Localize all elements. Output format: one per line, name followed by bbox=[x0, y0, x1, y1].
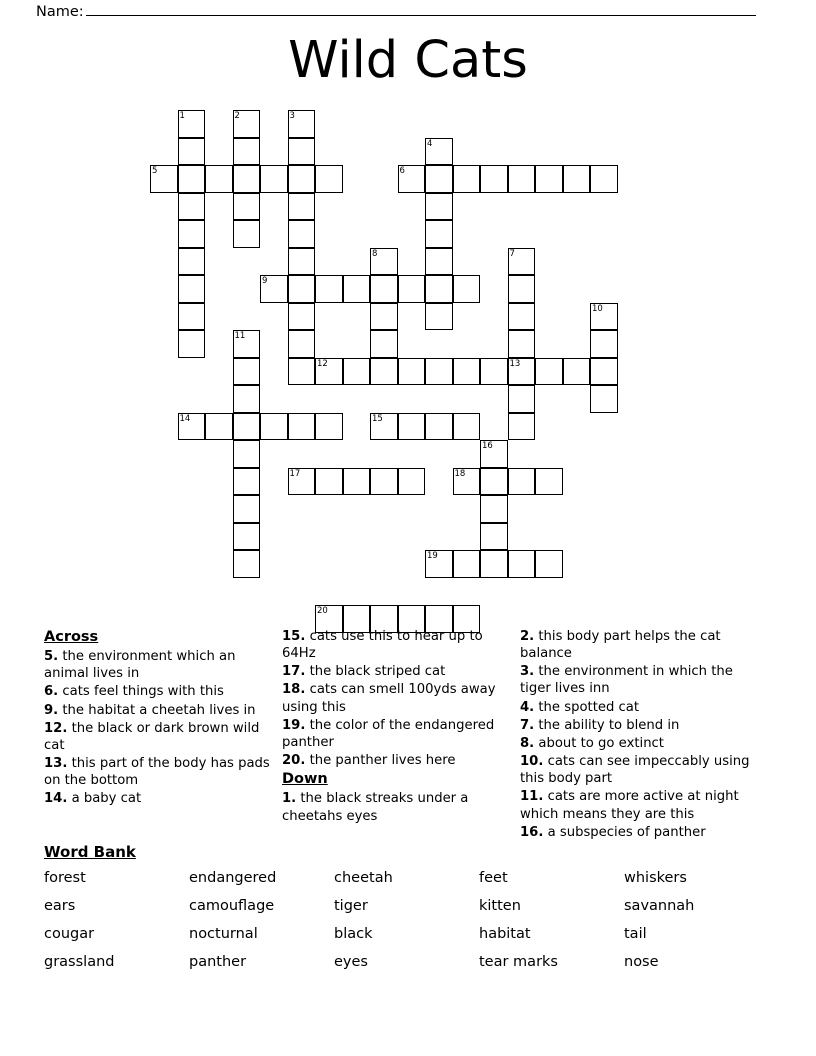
clue-number-19: 19 bbox=[427, 551, 438, 561]
clue-number-7: 7 bbox=[509, 248, 515, 259]
word-bank-item: kitten bbox=[479, 898, 521, 915]
crossword-cell[interactable] bbox=[425, 358, 453, 386]
crossword-cell[interactable] bbox=[288, 468, 316, 496]
clue-number-label: 18. bbox=[282, 682, 306, 698]
crossword-cell[interactable] bbox=[453, 358, 481, 386]
clue-number-10: 10 bbox=[592, 303, 603, 314]
down-clue-10: 10. cats can see impeccably using this body part bbox=[520, 754, 750, 787]
crossword-cell[interactable] bbox=[508, 275, 536, 303]
crossword-cell[interactable] bbox=[453, 413, 481, 441]
word-bank-item: forest bbox=[44, 870, 86, 886]
crossword-cell[interactable] bbox=[178, 165, 206, 193]
crossword-cell[interactable] bbox=[508, 303, 536, 331]
crossword-cell[interactable] bbox=[178, 193, 206, 221]
clue-number-label: 2. bbox=[520, 629, 535, 644]
clue-number-17: 17 bbox=[289, 468, 301, 479]
clue-number-5: 5 bbox=[152, 166, 158, 176]
crossword-cell[interactable] bbox=[260, 165, 288, 193]
crossword-cell[interactable] bbox=[150, 165, 178, 193]
crossword-cell[interactable] bbox=[178, 275, 206, 303]
clue-number-label: 13. bbox=[44, 756, 68, 772]
down-clue-7: 7. the ability to blend in bbox=[520, 717, 680, 733]
crossword-cell[interactable] bbox=[508, 330, 536, 358]
clue-number-label: 17. bbox=[282, 664, 306, 680]
crossword-cell[interactable] bbox=[288, 165, 316, 193]
crossword-cell[interactable] bbox=[590, 358, 618, 386]
clue-number-2: 2 bbox=[234, 111, 240, 121]
clue-number-11: 11 bbox=[234, 331, 246, 341]
clue-number-label: 6. bbox=[44, 684, 59, 700]
clue-number-12: 12 bbox=[317, 358, 328, 369]
crossword-cell[interactable] bbox=[480, 165, 508, 193]
word-bank-item: tiger bbox=[334, 898, 368, 915]
word-bank-item: nocturnal bbox=[189, 926, 258, 943]
word-bank-item: feet bbox=[479, 870, 508, 886]
word-bank-item: camouflage bbox=[189, 898, 275, 915]
down-clue-16: 16. a subspecies of panther bbox=[520, 824, 706, 840]
crossword-cell[interactable] bbox=[508, 165, 536, 193]
crossword-cell[interactable] bbox=[233, 385, 261, 413]
crossword-cell[interactable] bbox=[590, 303, 618, 331]
crossword-cell[interactable] bbox=[288, 358, 316, 386]
clue-number-13: 13 bbox=[509, 358, 521, 369]
word-bank-item: eyes bbox=[334, 954, 368, 971]
across-clue-20: 20. the panther lives here bbox=[282, 753, 456, 769]
crossword-cell[interactable] bbox=[453, 275, 481, 303]
crossword-cell[interactable] bbox=[233, 358, 261, 386]
crossword-cell[interactable] bbox=[233, 330, 261, 358]
word-bank-section bbox=[44, 843, 784, 973]
crossword-cell[interactable] bbox=[508, 468, 536, 496]
crossword-cell[interactable] bbox=[343, 468, 371, 496]
down-clue-1: 1. the black streaks under a cheetahs eyes bbox=[282, 791, 469, 824]
crossword-cell[interactable] bbox=[425, 138, 453, 166]
clue-number-1: 1 bbox=[179, 111, 185, 121]
crossword-cell[interactable] bbox=[453, 165, 481, 193]
across-clue-18: 18. cats can smell 100yds away using this bbox=[282, 682, 496, 715]
crossword-cell[interactable] bbox=[590, 165, 618, 193]
clue-number-3: 3 bbox=[289, 111, 295, 121]
down-clue-list-part1 bbox=[282, 790, 510, 824]
crossword-cell[interactable] bbox=[453, 468, 481, 496]
clue-number-label: 1. bbox=[282, 791, 297, 807]
across-clue-6: 6. cats feel things with this bbox=[44, 684, 224, 700]
word-bank-item: panther bbox=[189, 954, 247, 971]
crossword-cell[interactable] bbox=[425, 193, 453, 221]
down-clue-2: 2. this body part helps the cat balance bbox=[520, 629, 721, 662]
crossword-cell[interactable] bbox=[288, 330, 316, 358]
crossword-cell[interactable] bbox=[233, 110, 261, 138]
crossword-cell[interactable] bbox=[233, 550, 261, 578]
word-bank-item: nose bbox=[624, 954, 659, 971]
crossword-cell[interactable] bbox=[288, 138, 316, 166]
word-bank-item: savannah bbox=[624, 898, 695, 915]
crossword-cell[interactable] bbox=[178, 330, 206, 358]
page-title: Wild Cats bbox=[288, 31, 528, 90]
across-clue-19: 19. the color of the endangered panther bbox=[282, 717, 495, 750]
word-bank-item: tear marks bbox=[479, 954, 558, 971]
crossword-cell[interactable] bbox=[480, 440, 508, 468]
crossword-cell[interactable] bbox=[260, 275, 288, 303]
clue-number-18: 18 bbox=[454, 468, 466, 479]
crossword-cell[interactable] bbox=[398, 413, 426, 441]
crossword-cell[interactable] bbox=[480, 358, 508, 386]
crossword-cell[interactable] bbox=[343, 275, 371, 303]
crossword-cell[interactable] bbox=[398, 468, 426, 496]
down-clue-11: 11. cats are more active at night which means they are this bbox=[520, 789, 739, 822]
clue-number-15: 15 bbox=[372, 413, 383, 424]
clue-number-20: 20 bbox=[317, 606, 328, 616]
crossword-cell[interactable] bbox=[178, 220, 206, 248]
crossword-cell[interactable] bbox=[233, 440, 261, 468]
crossword-cell[interactable] bbox=[205, 413, 233, 441]
clue-number-8: 8 bbox=[372, 248, 378, 259]
crossword-cell[interactable] bbox=[425, 550, 453, 578]
clue-number-14: 14 bbox=[179, 413, 191, 424]
crossword-cell[interactable] bbox=[508, 358, 536, 386]
word-bank-item: cheetah bbox=[334, 870, 393, 886]
crossword-cell[interactable] bbox=[205, 165, 233, 193]
crossword-cell[interactable] bbox=[178, 413, 206, 441]
crossword-cell[interactable] bbox=[370, 303, 398, 331]
word-bank-item: black bbox=[334, 926, 373, 943]
clue-number-label: 19. bbox=[282, 717, 306, 733]
across-clue-9: 9. the habitat a cheetah lives in bbox=[44, 702, 256, 718]
word-bank-list bbox=[44, 868, 784, 973]
down-clue-4: 4. the spotted cat bbox=[520, 699, 640, 715]
across-clue-list-part2 bbox=[282, 628, 510, 769]
across-clue-list-part1 bbox=[44, 648, 272, 807]
clue-number-6: 6 bbox=[399, 166, 405, 176]
crossword-cell[interactable] bbox=[178, 138, 206, 166]
crossword-cell[interactable] bbox=[288, 413, 316, 441]
crossword-cell[interactable] bbox=[425, 165, 453, 193]
crossword-cell[interactable] bbox=[233, 165, 261, 193]
crossword-cell[interactable] bbox=[398, 275, 426, 303]
crossword-cell[interactable] bbox=[398, 165, 426, 193]
down-heading: Down bbox=[282, 771, 328, 788]
name-label: Name: bbox=[36, 4, 84, 20]
crossword-cell[interactable] bbox=[453, 550, 481, 578]
clue-number-label: 16. bbox=[520, 824, 544, 840]
across-clue-14: 14. a baby cat bbox=[44, 791, 142, 807]
word-bank-heading: Word Bank bbox=[44, 843, 136, 861]
word-bank-item: whiskers bbox=[624, 870, 687, 886]
clue-number-label: 20. bbox=[282, 753, 306, 769]
clue-number-label: 11. bbox=[520, 789, 544, 805]
clues-column-1 bbox=[44, 628, 282, 842]
crossword-cell[interactable] bbox=[425, 413, 453, 441]
crossword-cell[interactable] bbox=[370, 275, 398, 303]
word-bank-item: habitat bbox=[479, 926, 531, 943]
crossword-cell[interactable] bbox=[398, 358, 426, 386]
clue-number-label: 9. bbox=[44, 702, 59, 718]
down-clue-8: 8. about to go extinct bbox=[520, 735, 664, 751]
clues-column-2 bbox=[282, 628, 520, 842]
crossword-cell[interactable] bbox=[535, 165, 563, 193]
crossword-cell[interactable] bbox=[370, 413, 398, 441]
across-clue-13: 13. this part of the body has pads on the bottom bbox=[44, 756, 270, 789]
across-clue-12: 12. the black or dark brown wild cat bbox=[44, 720, 260, 753]
crossword-cell[interactable] bbox=[233, 220, 261, 248]
crossword-cell[interactable] bbox=[480, 468, 508, 496]
crossword-cell[interactable] bbox=[425, 303, 453, 331]
crossword-cell[interactable] bbox=[508, 385, 536, 413]
clue-number-label: 14. bbox=[44, 791, 68, 807]
crossword-cell[interactable] bbox=[535, 550, 563, 578]
clue-number-label: 8. bbox=[520, 735, 535, 751]
clue-number-4: 4 bbox=[427, 138, 433, 149]
crossword-cell[interactable] bbox=[233, 193, 261, 221]
crossword-cell[interactable] bbox=[315, 413, 343, 441]
word-bank-item: tail bbox=[624, 926, 647, 943]
crossword-cell[interactable] bbox=[178, 248, 206, 276]
clue-number-label: 10. bbox=[520, 754, 544, 770]
crossword-cell[interactable] bbox=[178, 303, 206, 331]
clue-number-label: 3. bbox=[520, 664, 535, 680]
crossword-cell[interactable] bbox=[233, 413, 261, 441]
clue-number-label: 12. bbox=[44, 720, 68, 736]
crossword-cell[interactable] bbox=[288, 110, 316, 138]
across-clue-5: 5. the environment which an animal lives in bbox=[44, 649, 236, 682]
crossword-cell[interactable] bbox=[425, 248, 453, 276]
clue-number-16: 16 bbox=[482, 441, 493, 451]
across-heading: Across bbox=[44, 629, 99, 645]
crossword-cell[interactable] bbox=[315, 165, 343, 193]
word-bank-item: grassland bbox=[44, 954, 115, 971]
crossword-cell[interactable] bbox=[480, 523, 508, 551]
crossword-cell[interactable] bbox=[480, 495, 508, 523]
crossword-cell[interactable] bbox=[178, 110, 206, 138]
clue-number-9: 9 bbox=[262, 276, 268, 286]
crossword-cell[interactable] bbox=[233, 495, 261, 523]
crossword-cell[interactable] bbox=[288, 303, 316, 331]
clues-section bbox=[44, 628, 780, 842]
crossword-cell[interactable] bbox=[315, 275, 343, 303]
word-bank-item: endangered bbox=[189, 870, 277, 886]
down-clue-list-part2 bbox=[520, 628, 758, 841]
crossword-cell[interactable] bbox=[508, 550, 536, 578]
crossword-cell[interactable] bbox=[233, 523, 261, 551]
clue-number-label: 7. bbox=[520, 717, 535, 733]
crossword-cell[interactable] bbox=[370, 248, 398, 276]
crossword-cell[interactable] bbox=[288, 193, 316, 221]
clue-number-label: 15. bbox=[282, 629, 306, 644]
crossword-cell[interactable] bbox=[535, 468, 563, 496]
crossword-cell[interactable] bbox=[535, 358, 563, 386]
crossword-cell[interactable] bbox=[590, 385, 618, 413]
crossword-cell[interactable] bbox=[288, 275, 316, 303]
crossword-cell[interactable] bbox=[508, 413, 536, 441]
crossword-cell[interactable] bbox=[315, 468, 343, 496]
down-clue-3: 3. the environment in which the tiger lives inn bbox=[520, 664, 733, 697]
crossword-cell[interactable] bbox=[343, 358, 371, 386]
word-bank-item: cougar bbox=[44, 926, 95, 943]
crossword-cell[interactable] bbox=[370, 358, 398, 386]
crossword-cell[interactable] bbox=[590, 330, 618, 358]
crossword-cell[interactable] bbox=[288, 248, 316, 276]
crossword-cell[interactable] bbox=[508, 248, 536, 276]
crossword-cell[interactable] bbox=[425, 220, 453, 248]
clue-number-label: 5. bbox=[44, 649, 59, 665]
clues-column-3 bbox=[520, 628, 768, 842]
across-clue-17: 17. the black striped cat bbox=[282, 664, 446, 680]
word-bank-item: ears bbox=[44, 898, 76, 915]
crossword-cell[interactable] bbox=[563, 358, 591, 386]
crossword-cell[interactable] bbox=[480, 550, 508, 578]
crossword-cell[interactable] bbox=[260, 413, 288, 441]
across-clue-15: 15. cats use this to hear up to 64Hz bbox=[282, 629, 483, 662]
crossword-cell[interactable] bbox=[315, 358, 343, 386]
crossword-cell[interactable] bbox=[288, 220, 316, 248]
crossword-cell[interactable] bbox=[233, 138, 261, 166]
crossword-cell[interactable] bbox=[425, 275, 453, 303]
crossword-cell[interactable] bbox=[563, 165, 591, 193]
crossword-cell[interactable] bbox=[233, 468, 261, 496]
crossword-cell[interactable] bbox=[370, 330, 398, 358]
crossword-cell[interactable] bbox=[370, 468, 398, 496]
clue-number-label: 4. bbox=[520, 699, 535, 715]
